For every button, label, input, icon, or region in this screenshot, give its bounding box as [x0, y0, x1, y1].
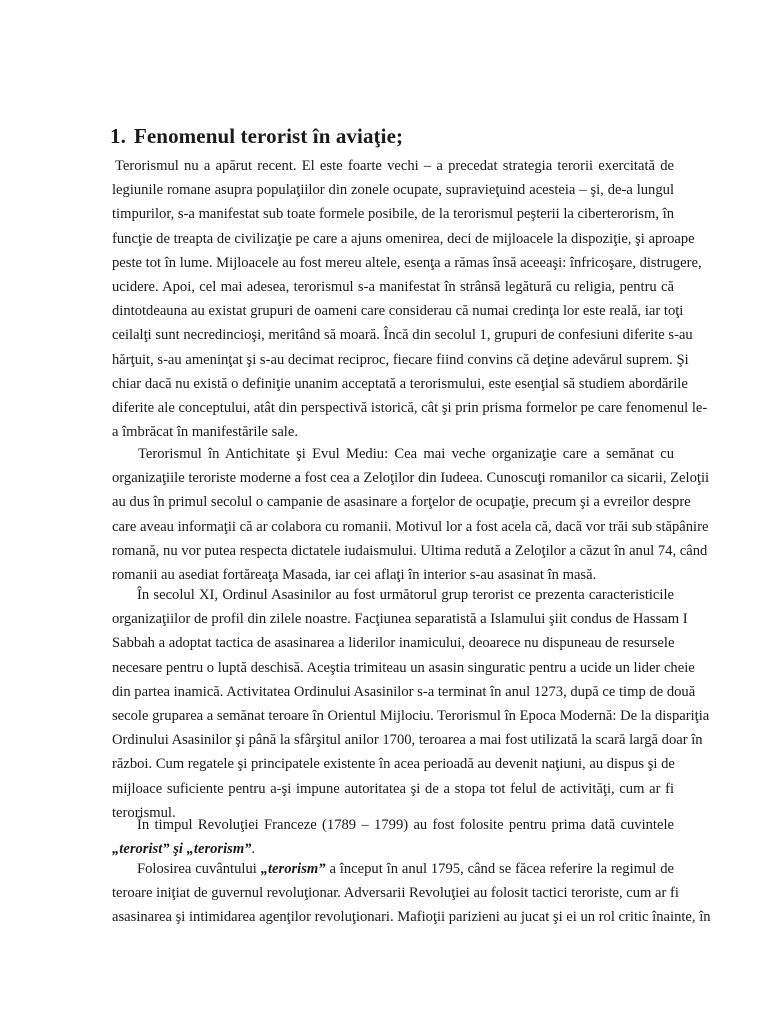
term-terorism: „terorism” [186, 841, 252, 858]
text-line: ucidere. Apoi, cel mai adesea, terorismul s-a manifestat în strânsă legătură cu religia, pentru că [112, 279, 674, 296]
paragraph-assassins [112, 583, 710, 825]
text-line: hărţuit, s-au ameninţat şi s-au decimat reciproc, fiecare fiind convins că deţine adevărul suprem. Şi [112, 351, 689, 368]
text-line: În timpul Revoluţiei Franceze (1789 – 1799) au fost folosite pentru prima dată cuvintele [137, 817, 674, 833]
period: . [251, 841, 256, 858]
text-line: diferite ale conceptului, atât din perspectivă istorică, cât şi prin prisma formelor pe care fenomenul le- [112, 400, 708, 417]
text-line: asasinarea şi intimidarea agenţilor revoluţionari. Mafioţii parizieni au jucat şi ei un rol critic înainte, în [112, 909, 711, 926]
paragraph-origins [112, 154, 708, 444]
text-line: terorismul. [112, 804, 176, 821]
text-line: război. Cum regatele şi principatele existente în acea perioadă au devenit naţiuni, au dispus şi de [112, 756, 675, 773]
text-line [112, 857, 674, 881]
text-line: Sabbah a adoptat tactica de asasinarea a liderilor inamicului, deoarece nu dispuneau de resursele [112, 635, 675, 652]
text-line: din partea inamică. Activitatea Ordinului Asasinilor s-a terminat în anul 1273, după ce timp de două [112, 683, 696, 700]
paragraph-french-revolution [112, 813, 674, 861]
section-number: 1. [110, 124, 126, 148]
text-line: peste tot în lume. Mijloacele au fost mereu altele, esenţa a rămas însă aceeaşi: înfricoşare, distrugere, [112, 254, 702, 271]
text-line: Terorismul nu a apărut recent. El este foarte vechi – a precedat strategia terorii exercitată de [115, 158, 674, 174]
text-line: Ordinului Asasinilor şi până la sfârşitul anilor 1700, teroarea a mai fost utilizată la scară largă doar în [112, 732, 703, 749]
text-line: au dus în primul secolul o campanie de asasinare a forţelor de ocupaţie, precum şi a evreilor despre [112, 494, 691, 511]
term-terorism: „terorism” [260, 861, 326, 877]
text-fragment: Folosirea cuvântului [137, 861, 261, 877]
paragraph-word-usage [112, 857, 711, 930]
paragraph-antiquity [112, 442, 710, 587]
text-line: secole gruparea a semănat teroare în Orientul Mijlociu. Terorismul în Epoca Modernă: De la dispariţia [112, 708, 710, 725]
text-line: ceilalţi sunt necredincioşi, meritând să moară. Încă din secolul 1, grupuri de confesiuni diferite s-au [112, 327, 693, 344]
text-line: care aveau informaţii că ar colabora cu romanii. Motivul lor a fost acela că, dacă vor trăi sub stăpânire [112, 518, 709, 535]
text-line: legiunile romane asupra populaţiilor din zonele ocupate, supravieţuind acesteia – şi, de-a lungul [112, 182, 674, 199]
conjunction: şi [169, 841, 187, 858]
term-terorist: „terorist” [112, 841, 170, 858]
text-line: teroare iniţiat de guvernul revoluţionar. Adversarii Revoluţiei au folosit tactici teroriste, cum ar fi [112, 885, 679, 902]
text-line: organizaţiilor de profil din zilele noastre. Facţiunea separatistă a Islamului şiit condus de Hassam I [112, 611, 688, 628]
text-line: chiar dacă nu există o definiţie unanim acceptată a terorismului, este esenţial să studiem abordările [112, 375, 688, 392]
text-line: timpurilor, s-a manifestat sub toate formele posibile, de la terorismul peşterii la ciberterorism, în [112, 206, 674, 223]
text-line: romană, nu vor putea respecta dictatele iudaismului. Ultima redută a Zeloţilor a căzut în anul 74, când [112, 542, 708, 559]
text-line: a îmbrăcat în manifestările sale. [112, 424, 298, 441]
text-line: În secolul XI, Ordinul Asasinilor au fost următorul grup terorist ce prezenta caracteristicile [137, 587, 674, 603]
text-line: romanii au asediat fortăreaţa Masada, iar cei aflaţi în interior s-au asasinat în masă. [112, 567, 597, 584]
text-line: Terorismul în Antichitate şi Evul Mediu: Cea mai veche organizaţie care a semănat cu [138, 446, 674, 462]
section-heading [110, 124, 403, 149]
text-fragment: a început în anul 1795, când se făcea referire la regimul de [325, 861, 674, 877]
text-line: organizaţiile teroriste moderne a fost cea a Zeloţilor din Iudeea. Cunoscuţi romanilor ca sicarii, Zeloţii [112, 470, 710, 487]
text-line: mijloace suficiente pentru a-şi impune autoritatea şi de a stopa tot felul de activităţi, cum ar fi [112, 780, 674, 797]
text-line: dintotdeauna au existat grupuri de oameni care considerau că numai credinţa lor este reală, iar toţi [112, 303, 684, 320]
text-line: funcţie de treapta de civilizaţie pe care a ajuns omenirea, deci de mijloacele la dispoziţie, şi aproape [112, 230, 695, 247]
section-title: Fenomenul terorist în aviaţie; [133, 124, 404, 148]
text-line: necesare pentru o luptă deschisă. Aceştia trimiteau un asasin singuratic pentru a ucide un lider cheie [112, 659, 695, 676]
